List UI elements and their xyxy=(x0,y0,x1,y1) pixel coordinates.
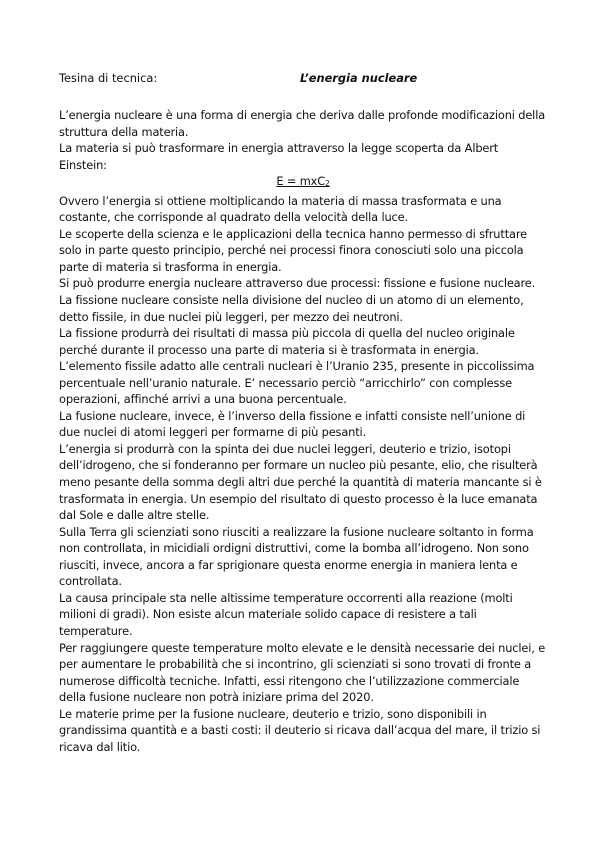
paragraph-fusion-energy: L’energia si produrrà con la spinta dei due nuclei leggeri, deuterio e trizio, isotopi dell’idrogeno, che si fonderanno per formare un nucleo più pesante, elio, che risulterà meno pesante della somma degli altri due perché la quantità di materia mancante si è trasformata in energia. Un esempio del risultato di questo processo è la luce emanata dal Sole e dalle altre stelle. xyxy=(59,441,542,523)
paragraph-uranium: L’elemento fissile adatto alle centrali nucleari è l’Uranio 235, presente in piccolissima percentuale nell’uranio naturale. E’ necessario perciò “arricchirlo” con complesse operazioni, affinché arrivi a una buona percentuale. xyxy=(59,359,535,407)
document-title: L’energia nucleare xyxy=(300,71,418,85)
paragraph-explanation: Ovvero l’energia si ottiene moltiplicando la materia di massa trasformata e una costante, che corrisponde al quadrato della velocità della luce. xyxy=(59,193,502,225)
paragraph-temperature: La causa principale sta nelle altissime temperature occorrenti alla reazione (molti milioni di gradi). Non esiste alcun materiale solido capace di resistere a tali temperature. xyxy=(59,590,513,638)
document-header xyxy=(59,70,539,86)
paragraph-fusion-def: La fusione nucleare, invece, è l’inverso della fissione e infatti consiste nell’unione di due nuclei di atomi leggeri per formarne di più pesanti. xyxy=(59,408,526,440)
paragraph-difficulties: Per raggiungere queste temperature molto elevate e le densità necessarie dei nuclei, e per aumentare le probabilità che si incontrino, gli scienziati si sono trovati di fronte a numerose difficoltà tecniche. Infatti, essi ritengono che l’utilizzazione commerciale della fusione nucleare non potrà iniziare prima del 2020. xyxy=(59,640,546,705)
formula xyxy=(59,173,547,193)
document-body xyxy=(59,107,547,755)
paragraph-fission-def: La fissione nucleare consiste nella divisione del nucleo di un atomo di un elemento, detto fissile, in due nuclei più leggeri, per mezzo dei neutroni. xyxy=(59,293,524,324)
paragraph-earth: Sulla Terra gli scienziati sono riusciti a realizzare la fusione nucleare soltanto in forma non controllata, in micidiali ordigni distruttivi, come la bomba all’idrogeno. Non sono riusciti, invece, ancora a far sprigionare questa enorme energia in maniera lenta e controllata. xyxy=(59,524,534,589)
paragraph-einstein: La materia si può trasformare in energia attraverso la legge scoperta da Albert Einstein: xyxy=(59,141,499,172)
paragraph-processes: Si può produrre energia nucleare attraverso due processi: fissione e fusione nucleare. xyxy=(59,276,536,291)
paragraph-raw-materials: Le materie prime per la fusione nucleare, deuterio e trizio, sono disponibili in grandissima quantità e a basti costi: il deuterio si ricava dall’acqua del mare, il trizio si ricava dal litio. xyxy=(59,706,541,754)
formula-text: E = mxC xyxy=(276,174,326,189)
formula-subscript: 2 xyxy=(325,179,330,189)
paragraph-fission-result: La fissione produrrà dei risultati di massa più piccola di quella del nucleo originale perché durante il processo una parte di materia si è trasformata in energia. xyxy=(59,326,515,357)
header-label: Tesina di tecnica: xyxy=(59,71,158,85)
paragraph-intro: L’energia nucleare è una forma di energia che deriva dalle profonde modificazioni della struttura della materia. xyxy=(59,108,546,139)
paragraph-science: Le scoperte della scienza e le applicazioni della tecnica hanno permesso di sfruttare solo in parte questo principio, perché nei processi finora conosciuti solo una piccola parte di materia si trasforma in energia. xyxy=(59,226,527,274)
